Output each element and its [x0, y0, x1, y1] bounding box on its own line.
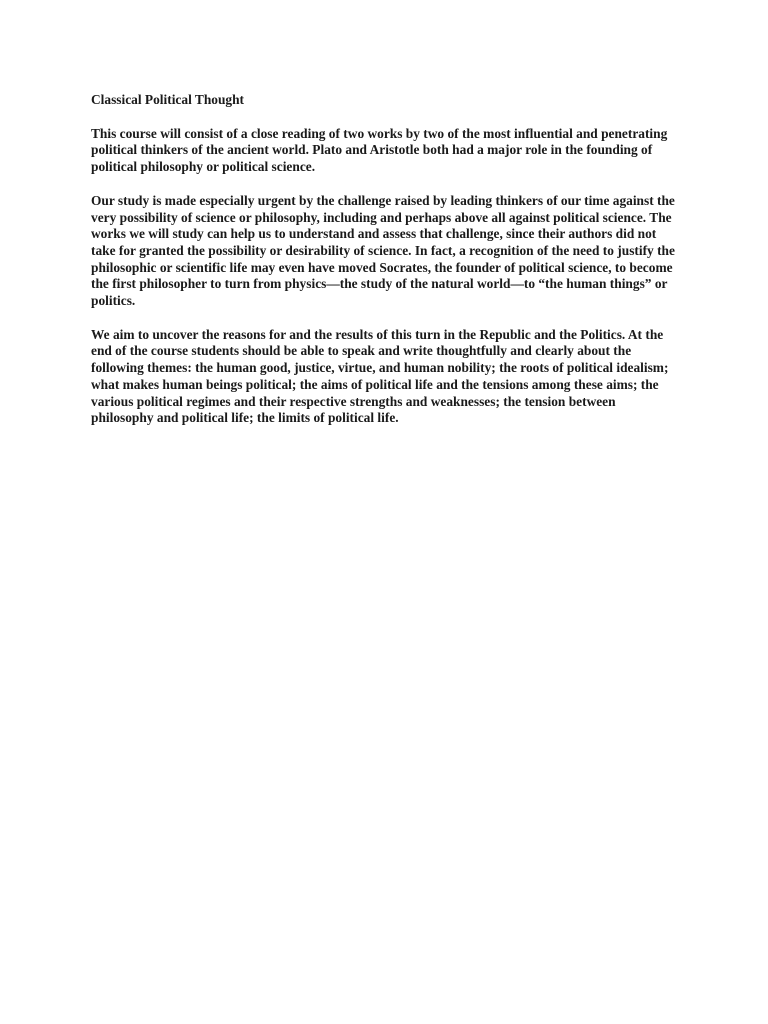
paragraph-study-urgency: Our study is made especially urgent by the challenge raised by leading thinkers of our time against the very possibility of science or philosophy, including and perhaps above all against political science. The works we will study can help us to understand and assess that challenge, since their authors did not take for granted the possibility or desirability of science. In fact, a recognition of the need to justify the philosophic or scientific life may even have moved Socrates, the founder of political science, to become the first philosopher to turn from physics—the study of the natural world—to “the human things” or politics.: [91, 192, 675, 309]
document-page: [91, 92, 681, 444]
paragraph-course-overview: This course will consist of a close reading of two works by two of the most influential and penetrating political thinkers of the ancient world. Plato and Aristotle both had a major role in the founding of political philosophy or political science.: [91, 125, 668, 175]
paragraph-course-aims: We aim to uncover the reasons for and the results of this turn in the Republic and the Politics. At the end of the course students should be able to speak and write thoughtfully and clearly about the following themes: the human good, justice, virtue, and human nobility; the roots of political idealism; what makes human beings political; the aims of political life and the tensions among these aims; the various political regimes and their respective strengths and weaknesses; the tension between philosophy and political life; the limits of political life.: [91, 326, 669, 426]
page-title: Classical Political Thought: [91, 92, 245, 107]
